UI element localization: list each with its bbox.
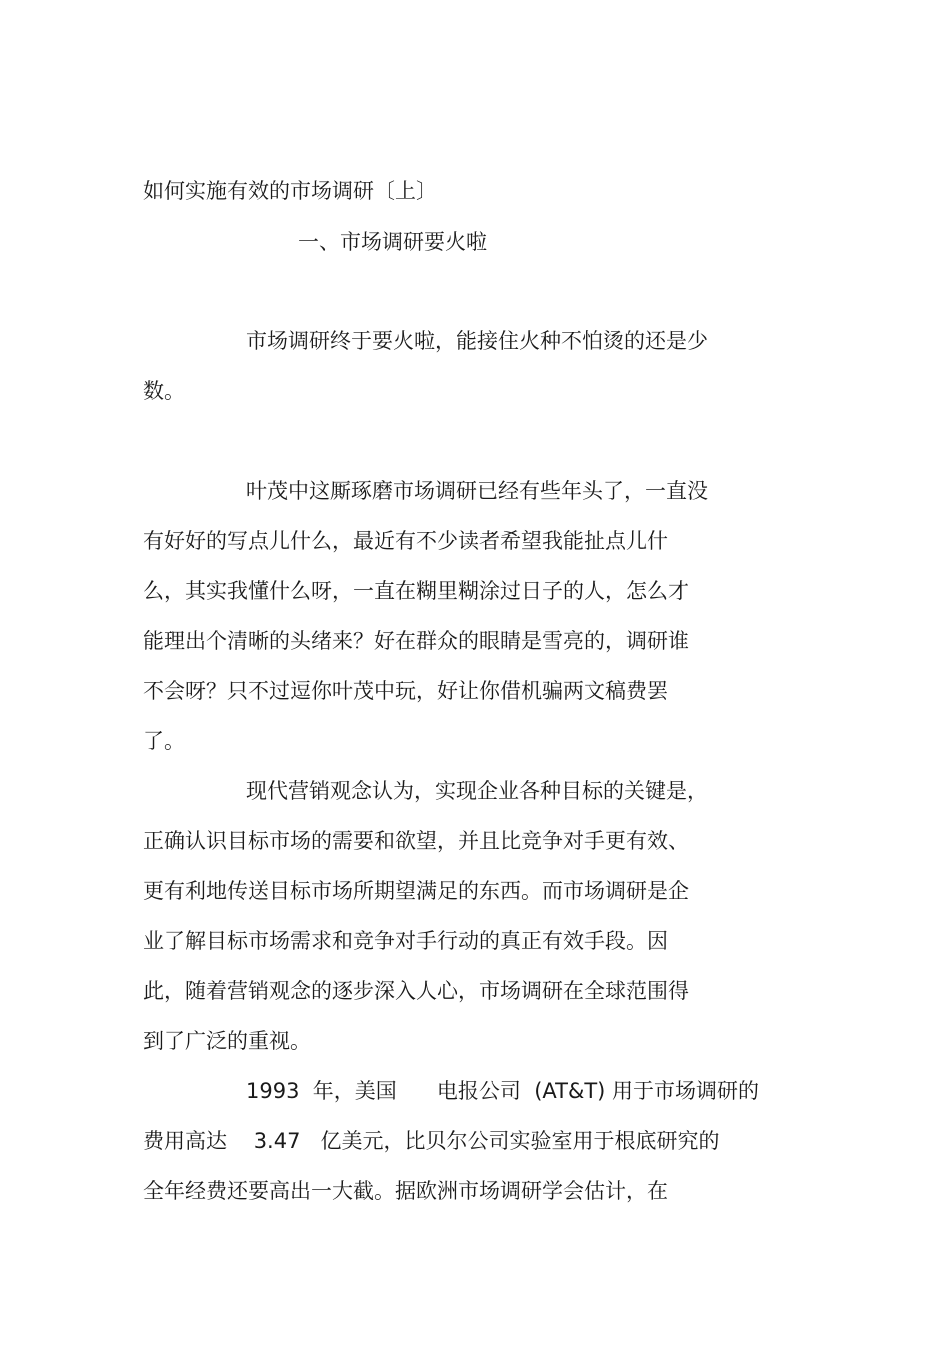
paragraph-line: 了。	[143, 729, 185, 753]
paragraph-line: 有好好的写点儿什么，最近有不少读者希望我能扯点儿什	[143, 529, 668, 553]
paragraph-line: 业了解目标市场需求和竞争对手行动的真正有效手段。因	[143, 929, 668, 953]
paragraph-line: 市场调研终于要火啦，能接住火种不怕烫的还是少	[246, 329, 708, 353]
paragraph-line: 更有利地传送目标市场所期望满足的东西。而市场调研是企	[143, 879, 689, 903]
paragraph-line: 全年经费还要高出一大截。据欧洲市场调研学会估计，在	[143, 1179, 668, 1203]
paragraph-line: 能理出个清晰的头绪来？好在群众的眼睛是雪亮的，调研谁	[143, 629, 689, 653]
paragraph-line: 正确认识目标市场的需要和欲望，并且比竞争对手更有效、	[143, 829, 689, 853]
paragraph-line: 叶茂中这厮琢磨市场调研已经有些年头了，一直没	[246, 479, 708, 503]
paragraph-line: 费用高达 3.47 亿美元，比贝尔公司实验室用于根底研究的	[143, 1129, 720, 1153]
section-heading: 一、市场调研要火啦	[298, 230, 487, 254]
paragraph-line: 么，其实我懂什么呀，一直在糊里糊涂过日子的人，怎么才	[143, 579, 689, 603]
document-title: 如何实施有效的市场调研〔上〕	[143, 179, 437, 203]
paragraph-line: 此，随着营销观念的逐步深入人心，市场调研在全球范围得	[143, 979, 689, 1003]
paragraph-line: 不会呀？只不过逗你叶茂中玩，好让你借机骗两文稿费罢	[143, 679, 668, 703]
paragraph-line: 1993 年，美国 电报公司 (AT&T) 用于市场调研的	[246, 1079, 760, 1103]
paragraph-line: 到了广泛的重视。	[143, 1029, 311, 1053]
paragraph-line: 现代营销观念认为，实现企业各种目标的关键是，	[246, 779, 708, 803]
paragraph-line: 数。	[143, 379, 185, 403]
